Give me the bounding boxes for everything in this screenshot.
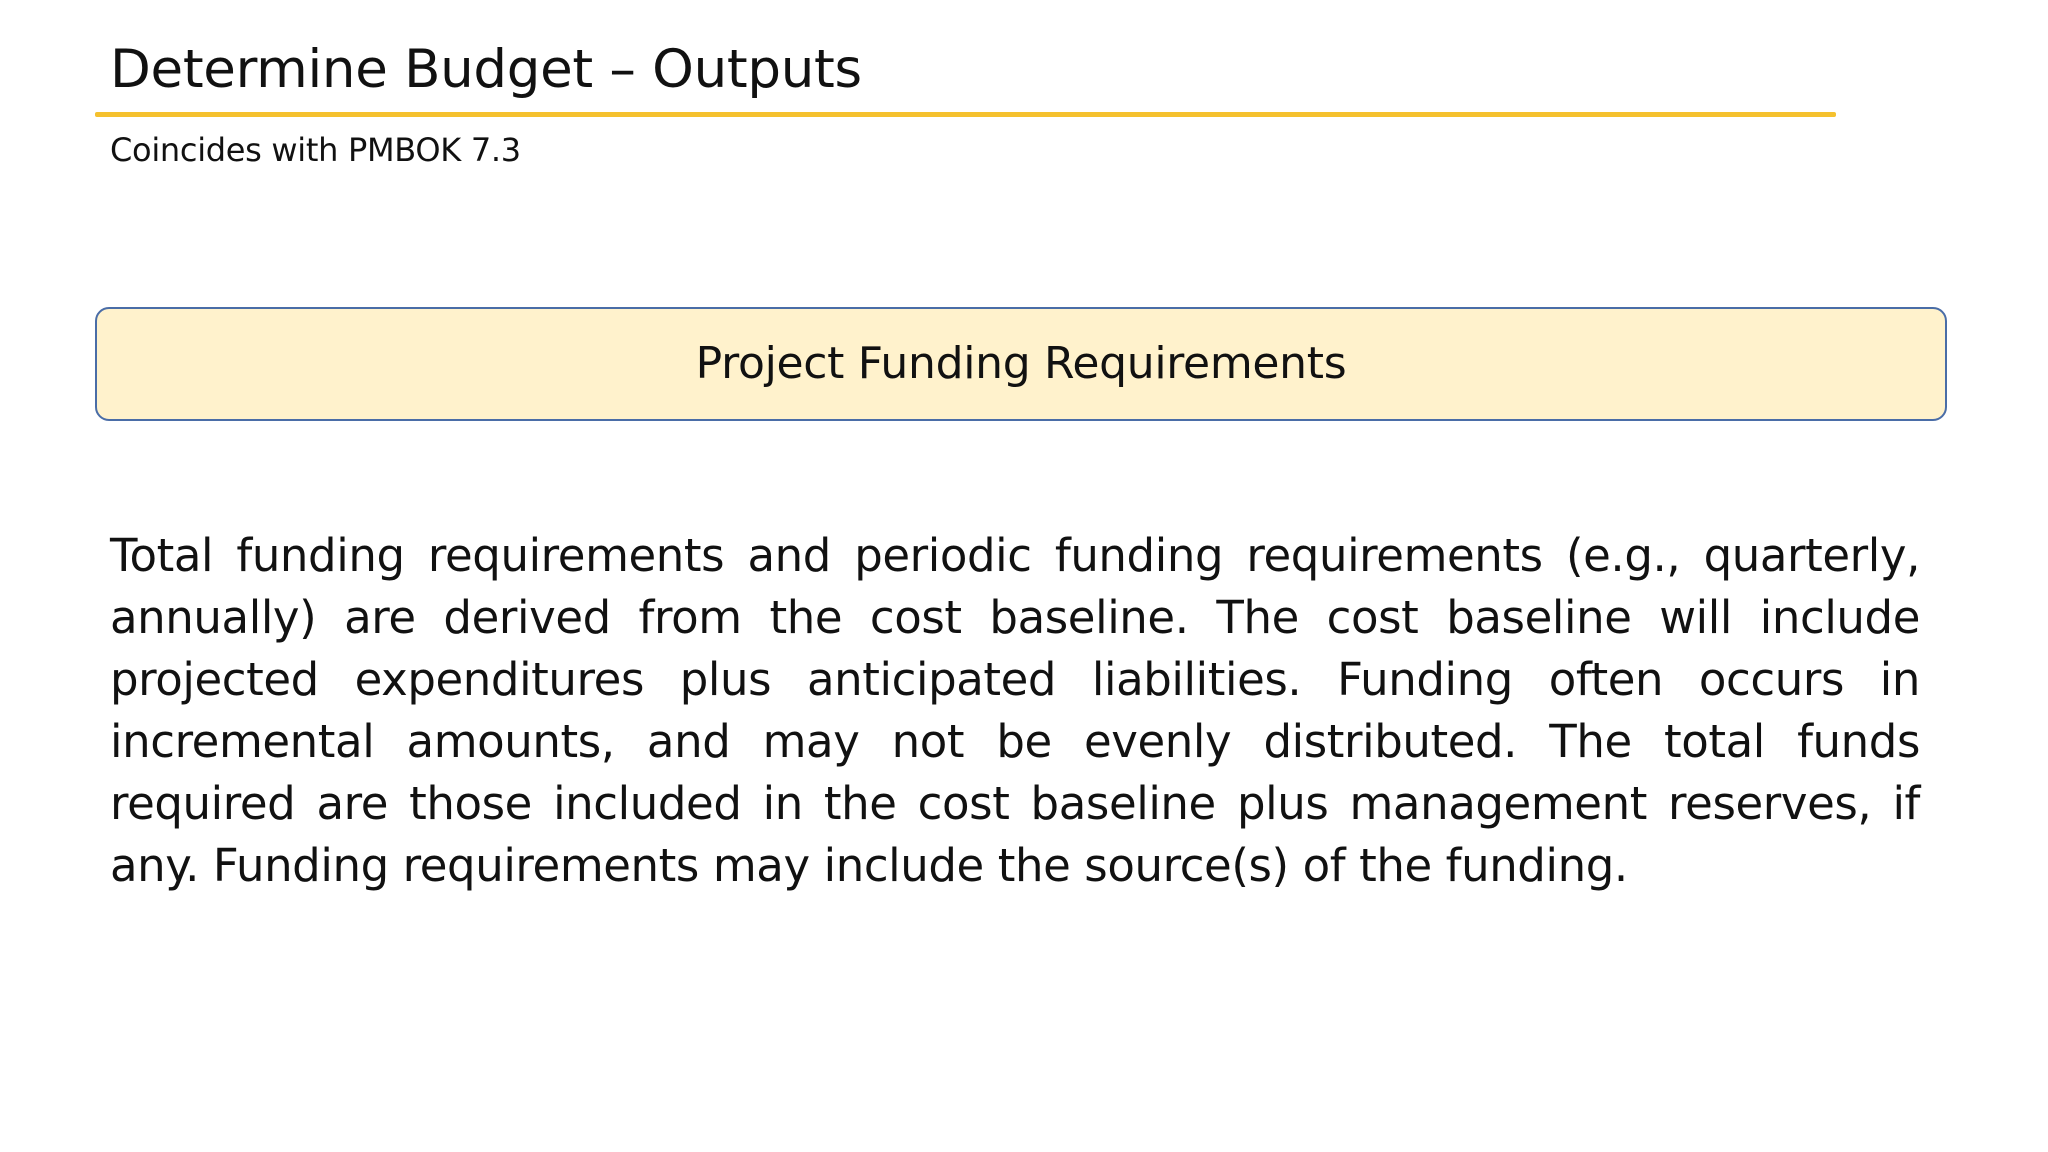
title-divider [95, 112, 1836, 117]
section-heading: Project Funding Requirements [695, 338, 1347, 389]
slide-title: Determine Budget – Outputs [110, 39, 862, 100]
slide-subtitle: Coincides with PMBOK 7.3 [110, 131, 521, 169]
section-heading-box [95, 307, 1947, 421]
body-paragraph: Total funding requirements and periodic funding requirements (e.g., quarterly, annually) are derived from the cost baseline. The cost baseline will include projected expenditures plus anticipated liabilities. Funding often occurs in incremental amounts, and may not be evenly distributed. The total funds required are those included in the cost baseline plus management reserves, if any. Funding requirements may include the source(s) of the funding. [110, 529, 1920, 892]
